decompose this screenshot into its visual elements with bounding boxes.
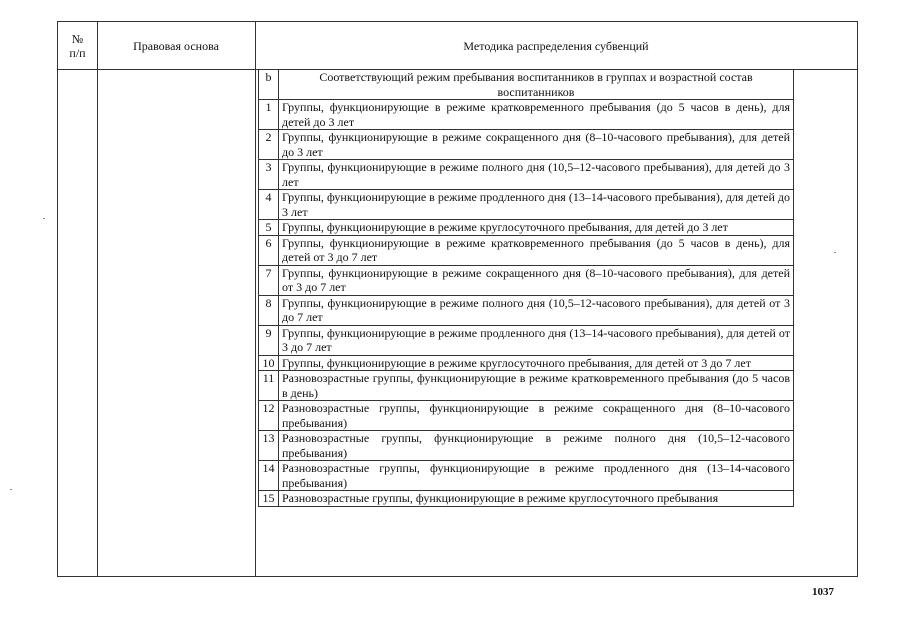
- regime-row: [259, 355, 794, 371]
- regime-row-number: 9: [259, 325, 279, 355]
- regime-row-text: Разновозрастные группы, функционирующие в режиме кратковременного пребывания (до 5 часов в день): [279, 371, 794, 401]
- regime-row-text: Группы, функционирующие в режиме полного дня (10,5–12-часового пребывания), для детей от 3 до 7 лет: [279, 295, 794, 325]
- header-number-column: [58, 22, 97, 69]
- regime-row-number: 14: [259, 461, 279, 491]
- regime-table-header: [259, 70, 794, 100]
- regime-row: [259, 401, 794, 431]
- regime-row-number: 1: [259, 100, 279, 130]
- regime-row-number: 3: [259, 160, 279, 190]
- regime-row-text: Группы, функционирующие в режиме продленного дня (13–14-часового пребывания), для детей до 3 лет: [279, 190, 794, 220]
- regime-row: [259, 491, 794, 507]
- regime-table: [258, 69, 794, 507]
- regime-row-number: 12: [259, 401, 279, 431]
- regime-row: [259, 160, 794, 190]
- regime-row-text: Группы, функционирующие в режиме кратковременного пребывания (до 5 часов в день), для детей от 3 до 7 лет: [279, 235, 794, 265]
- regime-row-number: 10: [259, 355, 279, 371]
- regime-row: [259, 295, 794, 325]
- regime-row: [259, 431, 794, 461]
- regime-row: [259, 371, 794, 401]
- regime-row-text: Группы, функционирующие в режиме продленного дня (13–14-часового пребывания), для детей от 3 до 7 лет: [279, 325, 794, 355]
- regime-row: [259, 265, 794, 295]
- header-legal-basis: Правовая основа: [133, 38, 219, 53]
- page-number: 1037: [812, 586, 834, 598]
- regime-row-number: 6: [259, 235, 279, 265]
- regime-row-text: Группы, функционирующие в режиме сокращенного дня (8–10-часового пребывания), для детей от 3 до 7 лет: [279, 265, 794, 295]
- regime-row: [259, 235, 794, 265]
- regime-row-number: 7: [259, 265, 279, 295]
- regime-row-text: Группы, функционирующие в режиме полного дня (10,5–12-часового пребывания), для детей до 3 лет: [279, 160, 794, 190]
- regime-header-text: Соответствующий режим пребывания воспитанников в группах и возрастной состав воспитанников: [279, 70, 794, 100]
- column-divider: [97, 22, 98, 576]
- regime-row: [259, 130, 794, 160]
- header-number-abbr: п/п: [69, 45, 86, 60]
- regime-row-number: 4: [259, 190, 279, 220]
- regime-row-text: Группы, функционирующие в режиме кратковременного пребывания (до 5 часов в день), для детей до 3 лет: [279, 100, 794, 130]
- scan-speck: [43, 218, 45, 219]
- regime-row-text: Разновозрастные группы, функционирующие в режиме сокращенного дня (8–10-часового пребывания): [279, 401, 794, 431]
- regime-row-text: Разновозрастные группы, функционирующие в режиме продленного дня (13–14-часового пребывания): [279, 461, 794, 491]
- regime-row-number: 11: [259, 371, 279, 401]
- regime-row-number: 2: [259, 130, 279, 160]
- regime-row: [259, 461, 794, 491]
- scan-speck: [834, 252, 836, 253]
- header-number-symbol: №: [71, 31, 84, 46]
- regime-row: [259, 220, 794, 236]
- regime-row-number: 13: [259, 431, 279, 461]
- regime-row: [259, 190, 794, 220]
- regime-row-number: 8: [259, 295, 279, 325]
- column-divider: [255, 22, 256, 576]
- regime-row-number: 5: [259, 220, 279, 236]
- regime-header-num: b: [259, 70, 279, 100]
- regime-row-text: Разновозрастные группы, функционирующие в режиме полного дня (10,5–12-часового пребывания): [279, 431, 794, 461]
- regime-row-text: Группы, функционирующие в режиме сокращенного дня (8–10-часового пребывания), для детей до 3 лет: [279, 130, 794, 160]
- regime-row-text: Разновозрастные группы, функционирующие в режиме круглосуточного пребывания: [279, 491, 794, 507]
- regime-row: [259, 325, 794, 355]
- regime-row-text: Группы, функционирующие в режиме круглосуточного пребывания, для детей до 3 лет: [279, 220, 794, 236]
- header-methodology: Методика распределения субвенций: [463, 38, 649, 53]
- scan-speck: [10, 489, 12, 490]
- regime-row: [259, 100, 794, 130]
- regime-row-text: Группы, функционирующие в режиме круглосуточного пребывания, для детей от 3 до 7 лет: [279, 355, 794, 371]
- regime-row-number: 15: [259, 491, 279, 507]
